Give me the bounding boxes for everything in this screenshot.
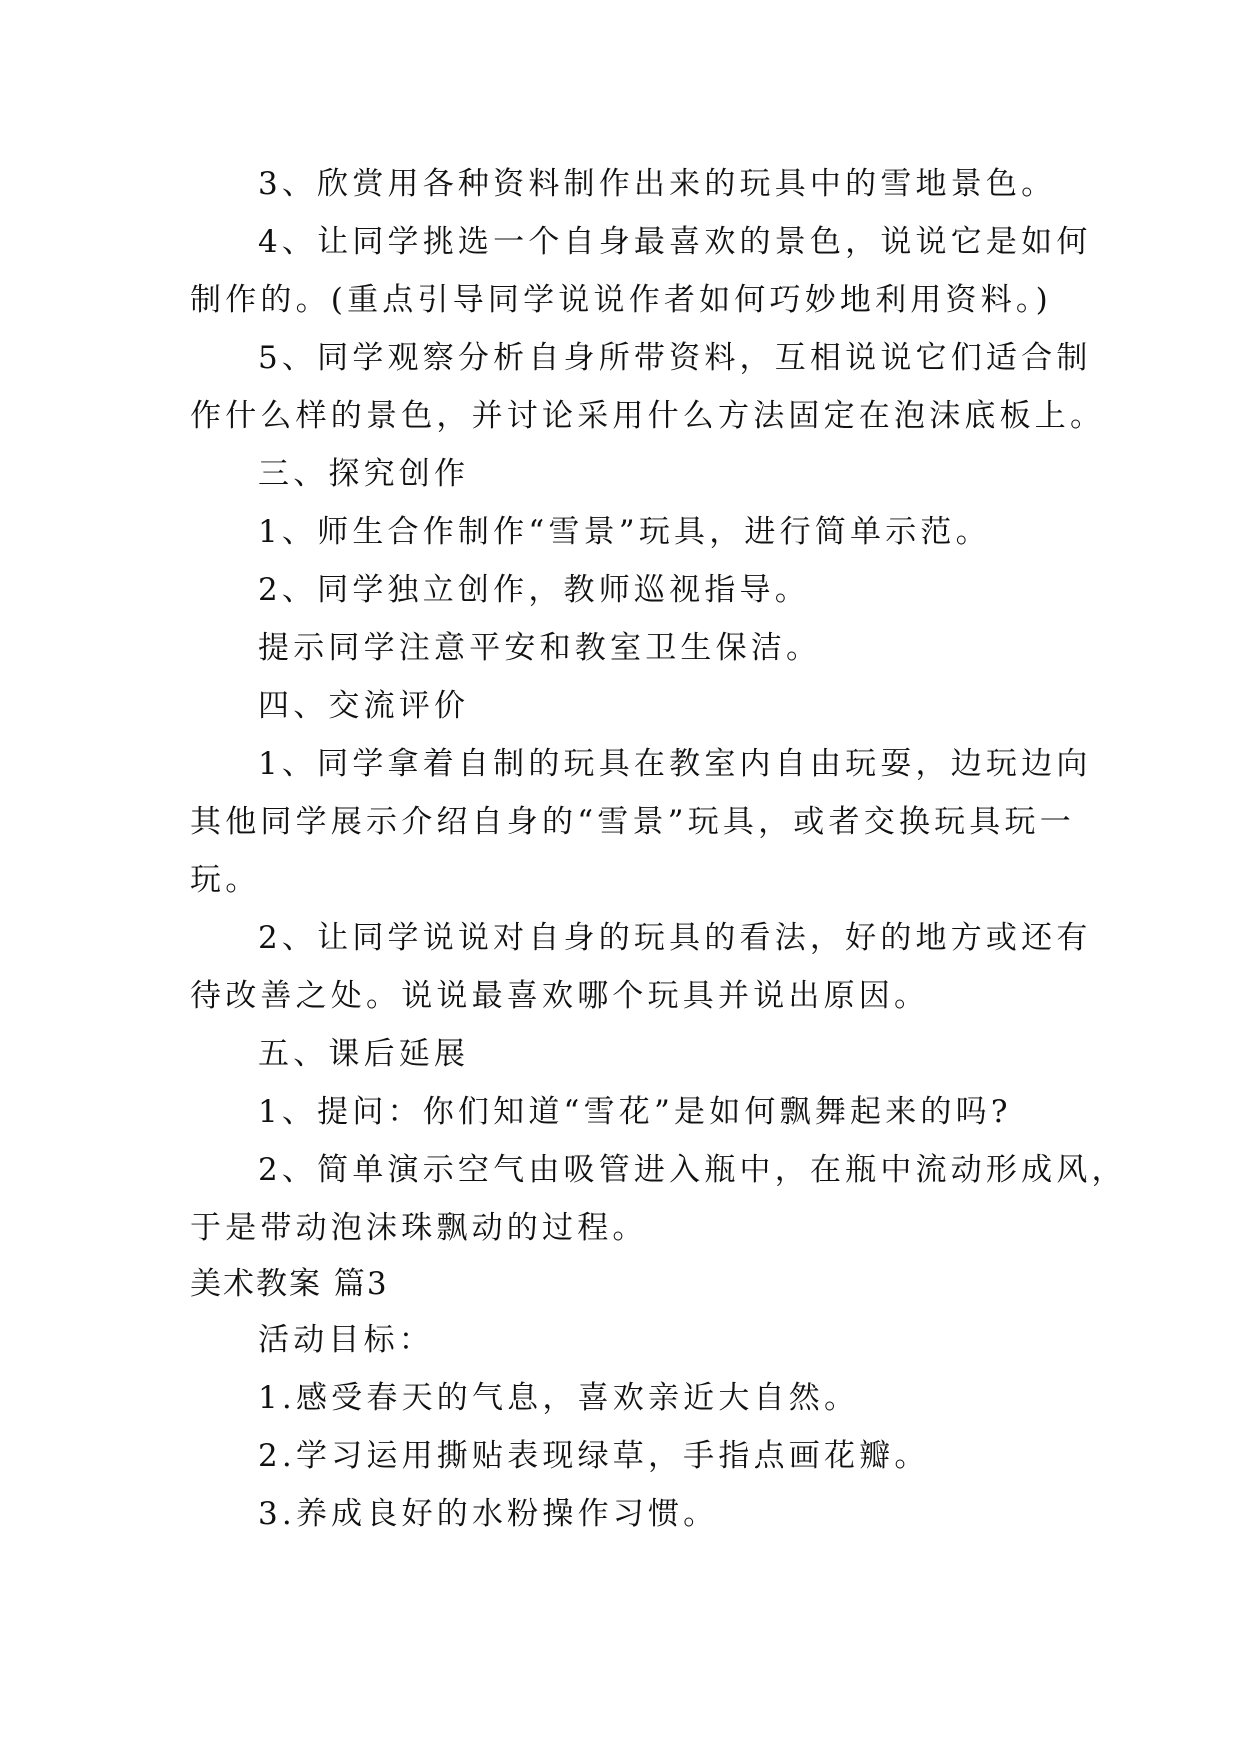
article-title: 美术教案 篇3 xyxy=(190,1266,389,1302)
paragraph-line: 4、让同学挑选一个自身最喜欢的景色，说说它是如何 xyxy=(258,224,1092,260)
list-item: 3.养成良好的水粉操作习惯。 xyxy=(258,1496,719,1532)
paragraph-line: 待改善之处。说说最喜欢哪个玩具并说出原因。 xyxy=(190,978,930,1014)
paragraph-line: 2、简单演示空气由吸管进入瓶中，在瓶中流动形成风， xyxy=(258,1152,1127,1188)
paragraph-line: 玩。 xyxy=(190,862,261,898)
section-heading: 五、课后延展 xyxy=(258,1036,470,1072)
paragraph-line: 作什么样的景色，并讨论采用什么方法固定在泡沫底板上。 xyxy=(190,398,1106,434)
section-heading: 活动目标： xyxy=(258,1322,434,1358)
paragraph-line: 1、同学拿着自制的玩具在教室内自由玩耍，边玩边向 xyxy=(258,746,1092,782)
list-item: 1.感受春天的气息，喜欢亲近大自然。 xyxy=(258,1380,860,1416)
paragraph-line: 1、提问：你们知道“雪花”是如何飘舞起来的吗? xyxy=(258,1094,1012,1130)
paragraph-line: 制作的。(重点引导同学说说作者如何巧妙地利用资料。) xyxy=(190,282,1052,318)
paragraph-line: 5、同学观察分析自身所带资料，互相说说它们适合制 xyxy=(258,340,1092,376)
paragraph-line: 3、欣赏用各种资料制作出来的玩具中的雪地景色。 xyxy=(258,166,1057,202)
section-heading: 四、交流评价 xyxy=(258,688,470,724)
paragraph-line: 提示同学注意平安和教室卫生保洁。 xyxy=(258,630,822,666)
paragraph-line: 1、师生合作制作“雪景”玩具，进行简单示范。 xyxy=(258,514,991,550)
section-heading: 三、探究创作 xyxy=(258,456,470,492)
list-item: 2.学习运用撕贴表现绿草，手指点画花瓣。 xyxy=(258,1438,930,1474)
paragraph-line: 其他同学展示介绍自身的“雪景”玩具，或者交换玩具玩一 xyxy=(190,804,1075,840)
paragraph-line: 2、让同学说说对自身的玩具的看法，好的地方或还有 xyxy=(258,920,1092,956)
paragraph-line: 2、同学独立创作，教师巡视指导。 xyxy=(258,572,810,608)
paragraph-line: 于是带动泡沫珠飘动的过程。 xyxy=(190,1210,648,1246)
